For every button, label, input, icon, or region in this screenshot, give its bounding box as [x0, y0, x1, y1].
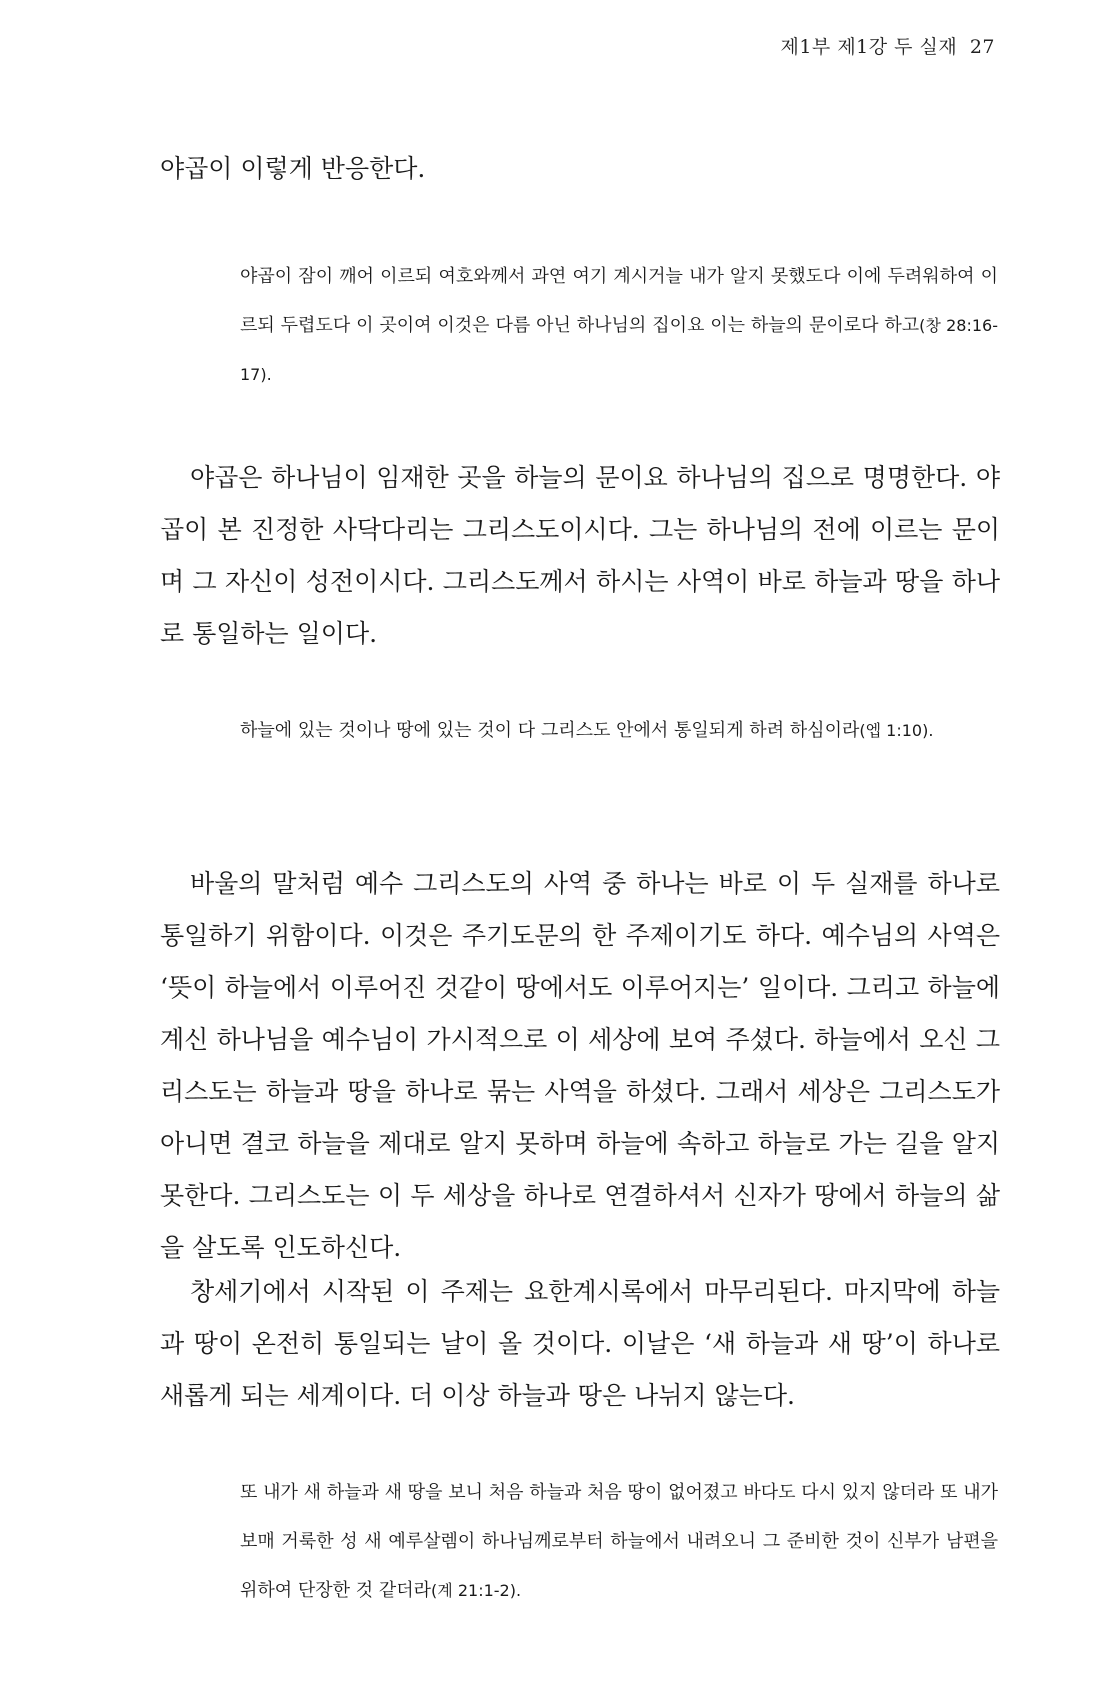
quote-text: 하늘에 있는 것이나 땅에 있는 것이 다 그리스도 안에서 통일되게 하려 하심이라	[240, 720, 860, 741]
scripture-quote-revelation	[240, 1468, 998, 1615]
body-paragraph: 창세기에서 시작된 이 주제는 요한계시록에서 마무리된다. 마지막에 하늘과 땅이 온전히 통일되는 날이 올 것이다. 이날은 ‘새 하늘과 새 땅’이 하나로 새롭게 되는 세계이다. 더 이상 하늘과 땅은 나뉘지 않는다.	[160, 1277, 1000, 1410]
body-paragraph: 야곱은 하나님이 임재한 곳을 하늘의 문이요 하나님의 집으로 명명한다. 야곱이 본 진정한 사닥다리는 그리스도이시다. 그는 하나님의 전에 이르는 문이며 그 자신이 성전이시다. 그리스도께서 하시는 사역이 바로 하늘과 땅을 하나로 통일하는 일이다.	[160, 463, 1000, 648]
quote-reference: (계 21:1-2).	[431, 1581, 522, 1600]
quote-text: 또 내가 새 하늘과 새 땅을 보니 처음 하늘과 처음 땅이 없어졌고 바다도 다시 있지 않더라 또 내가 보매 거룩한 성 새 예루살렘이 하나님께로부터 하늘에서 내려오니 그 준비한 것이 신부가 남편을 위하여 단장한 것 같더라	[240, 1482, 999, 1601]
intro-sentence: 야곱이 이렇게 반응한다.	[160, 154, 426, 183]
quote-reference: (엡 1:10).	[859, 721, 934, 740]
scripture-quote-genesis	[240, 252, 998, 399]
page-number: 27	[969, 36, 995, 58]
running-header	[780, 32, 995, 59]
scripture-quote-ephesians	[240, 706, 998, 755]
quote-reference: (창 28:16-17).	[240, 316, 998, 384]
running-title: 제1부 제1강 두 실재	[780, 36, 958, 58]
quote-text: 야곱이 잠이 깨어 이르되 여호와께서 과연 여기 계시거늘 내가 알지 못했도다 이에 두려워하여 이르되 두렵도다 이 곳이여 이것은 다름 아닌 하나님의 집이요 이는 하늘의 문이로다 하고	[240, 266, 998, 336]
body-paragraph: 바울의 말처럼 예수 그리스도의 사역 중 하나는 바로 이 두 실재를 하나로 통일하기 위함이다. 이것은 주기도문의 한 주제이기도 하다. 예수님의 사역은 ‘뜻이 하늘에서 이루어진 것같이 땅에서도 이루어지는’ 일이다. 그리고 하늘에 계신 하나님을 예수님이 가시적으로 이 세상에 보여 주셨다. 하늘에서 오신 그리스도는 하늘과 땅을 하나로 묶는 사역을 하셨다. 그래서 세상은 그리스도가 아니면 결코 하늘을 제대로 알지 못하며 하늘에 속하고 하늘로 가는 길을 알지 못한다. 그리스도는 이 두 세상을 하나로 연결하셔서 신자가 땅에서 하늘의 삶을 살도록 인도하신다.	[160, 869, 1000, 1262]
